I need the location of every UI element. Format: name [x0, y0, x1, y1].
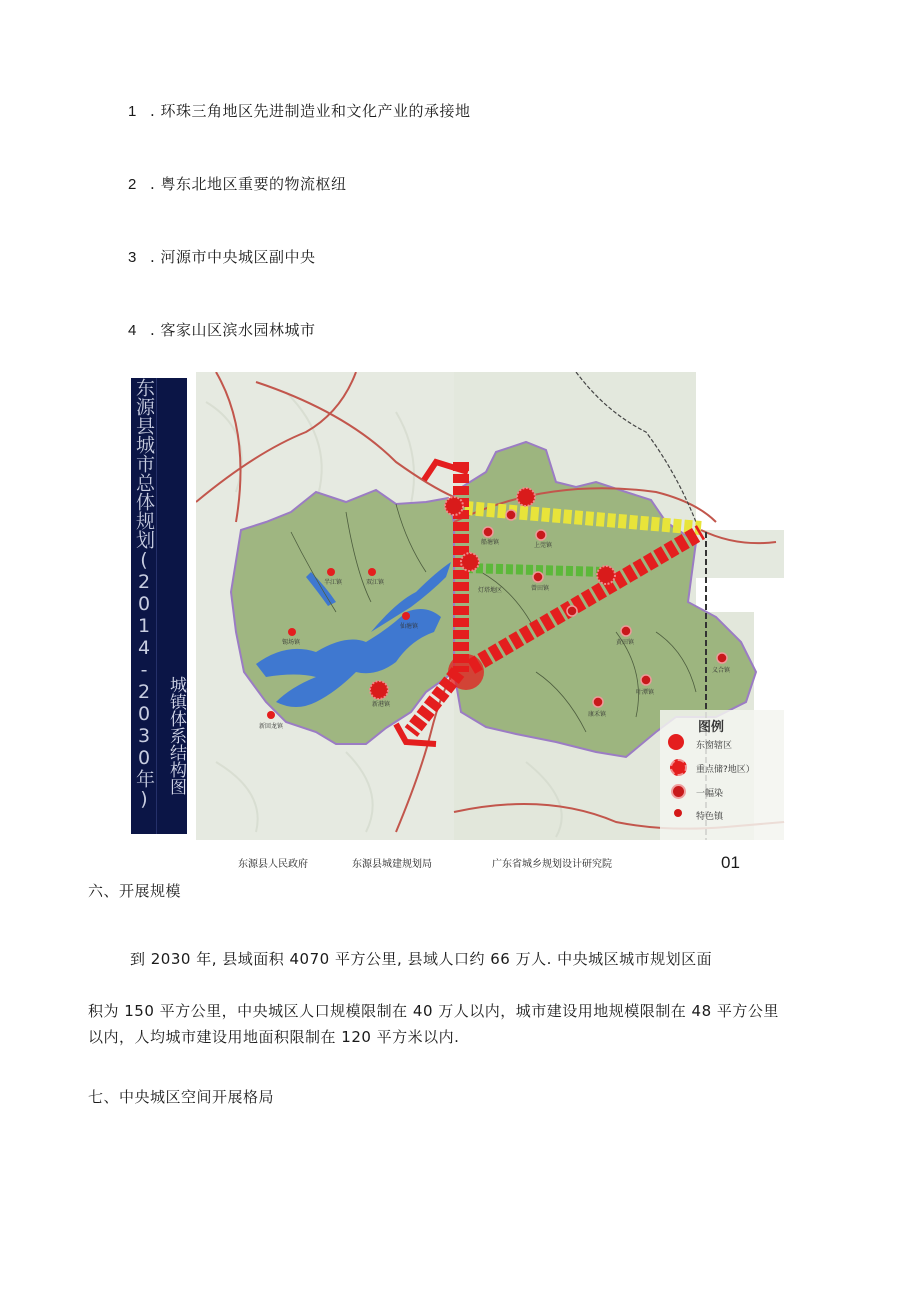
figure-page-number: 01: [721, 853, 740, 872]
map-label: 曾田镇: [531, 585, 550, 592]
list-text: . 粤东北地区重要的物流枢纽: [150, 175, 347, 193]
figure-title-bar: [131, 378, 187, 834]
list-text: . 客家山区滨水园林城市: [150, 321, 316, 339]
feature-town-icon: [674, 809, 682, 817]
paragraph-line-2: 积为 150 平方公里，中央城区人口规模限制在 40 万人以内，城市建设用地规模限制在 48 平方公里: [88, 1002, 779, 1020]
district-center-icon: [668, 734, 684, 750]
paragraph-line-3: 以内，人均城市建设用地面积限制在 120 平方米以内.: [88, 1028, 460, 1046]
divider: [156, 378, 157, 834]
list-item-3: [128, 246, 316, 267]
map-label: 康禾镇: [588, 711, 607, 718]
map-label: 船塘镇: [481, 539, 500, 546]
list-item-2: [128, 173, 347, 194]
list-item-1: [128, 100, 471, 121]
map-label: 义合镇: [712, 667, 731, 674]
town-system-structure-figure: [131, 372, 786, 842]
map-label: 黄田镇: [616, 639, 635, 646]
map-label: 锡场镇: [282, 639, 301, 646]
list-number: 3: [128, 249, 137, 266]
legend-title: 图例: [698, 720, 725, 735]
map-label: 仙塘镇: [400, 623, 419, 630]
list-text: . 环珠三角地区先进制造业和文化产业的承接地: [150, 102, 471, 120]
figure-subtitle: 城镇体系结构图: [166, 676, 186, 795]
list-number: 4: [128, 322, 137, 339]
map-label: 灯塔地区: [478, 587, 503, 594]
map-label: 新回龙镇: [259, 723, 284, 730]
paragraph-line-1: 到 2030 年, 县域面积 4070 平方公里, 县域人口约 66 万人. 中央城区城市规划区面: [130, 950, 713, 968]
list-text: . 河源市中央城区副中央: [150, 248, 316, 266]
general-town-icon: [671, 784, 686, 799]
list-number: 1: [128, 103, 137, 120]
list-item-4: [128, 319, 316, 340]
key-town-icon: [670, 759, 687, 776]
section-heading-6: 六、开展规模: [88, 882, 182, 900]
map-label: 半江镇: [324, 579, 343, 586]
footer-org-1: 东源县人民政府: [238, 859, 308, 870]
figure-title: 东源县城市总体规划(2014-2030年): [133, 378, 155, 810]
footer-org-3: 广东省城乡规划设计研究院: [492, 859, 612, 870]
map-label: 叶潭镇: [636, 689, 655, 696]
map-label: 上莞镇: [534, 542, 553, 549]
footer-org-2: 东源县城建规划局: [352, 859, 432, 870]
map-label: 新港镇: [372, 701, 391, 708]
map-legend: 图例 东窗辖区 重点储?地区） 一幅染 特色镇: [664, 712, 754, 842]
list-number: 2: [128, 176, 137, 193]
map-label: 双江镇: [366, 579, 385, 586]
section-heading-7: 七、中央城区空间开展格局: [88, 1088, 275, 1106]
